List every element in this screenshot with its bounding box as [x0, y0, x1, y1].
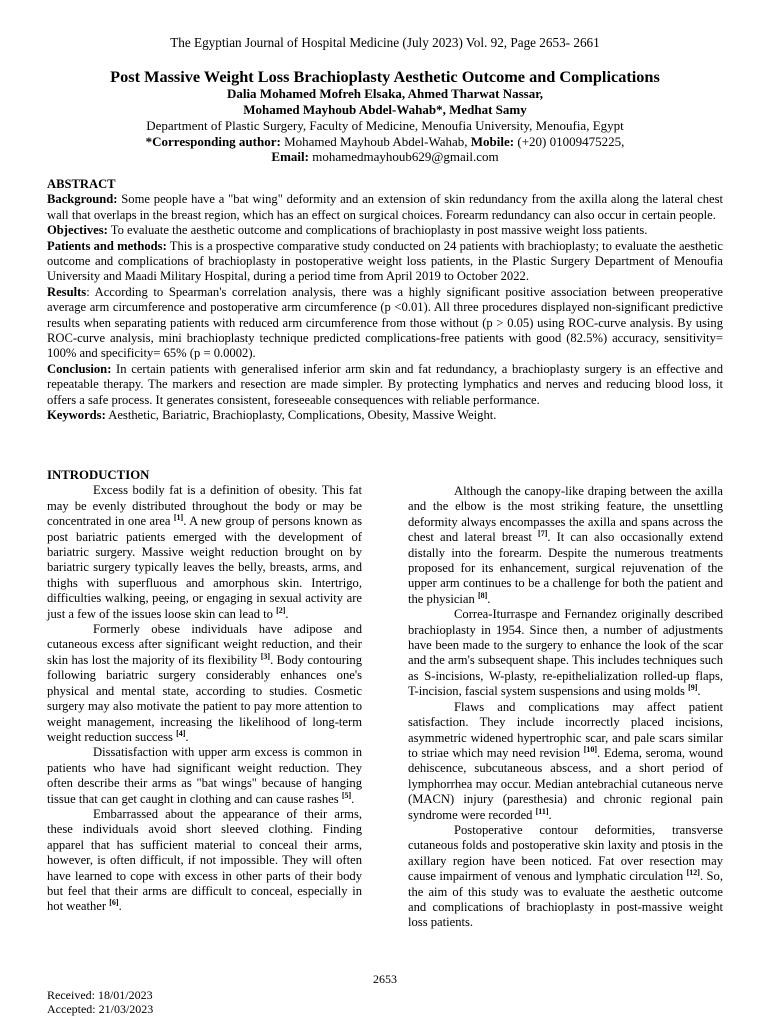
received-date: Received: 18/01/2023 [47, 988, 153, 1002]
authors-line-2: Mohamed Mayhoub Abdel-Wahab*, Medhat Samy [243, 102, 527, 117]
abstract-keywords: Keywords: Aesthetic, Bariatric, Brachioplasty, Complications, Obesity, Massive Weight. [47, 408, 497, 423]
intro-paragraph: Correa-Iturraspe and Fernandez originally described brachioplasty in 1954. Since then, a number of adjustments have been made to the surgery to enhance the look of the scar and the arm's subsequent shape. This includes techniques such as S-incisions, W-plasty, re-epithelialization rolled-up flaps, T-incision, fascial system suspensions and using molds [9]. [408, 607, 723, 699]
abstract [47, 177, 723, 424]
accepted-date: Accepted: 21/03/2023 [47, 1002, 154, 1016]
intro-paragraph: Although the canopy-like draping between the axilla and the elbow is the most striking feature, the unsettling deformity always encompasses the axilla and spans across the chest and lateral breast [7]. It can also occasionally extend distally into the forearm. Despite the numerous treatments proposed for its enhancement, surgical rejuvenation of the upper arm continues to be a challenge for both the patient and the physician [8]. [408, 484, 724, 606]
corresponding-label: *Corresponding author: [145, 133, 281, 149]
authors [0, 86, 770, 118]
intro-paragraph: Flaws and complications may affect patient satisfaction. They include incorrectly placed incisions, asymmetric widened hypertrophic scar, and pale scars similar to striae which may need revision [10]. Edema, seroma, wound dehiscence, subcutaneous abscess, and a short period of lymphorrhea may occur. Median antebrachial cutaneous nerve (MACN) injury (paresthesia) and chronic regional pain syndrome were recorded [11]. [408, 699, 723, 822]
corresponding-author [0, 134, 770, 150]
affiliation-block [0, 118, 770, 165]
intro-right-column [408, 484, 723, 931]
mobile-label: Mobile: [470, 133, 515, 149]
authors-line-1: Dalia Mohamed Mofreh Elsaka, Ahmed Tharwat Nassar, [226, 86, 544, 101]
intro-left-column [47, 468, 362, 915]
email-address[interactable]: mohamedmayhoub629@gmail.com [312, 149, 499, 164]
email-line [0, 149, 770, 165]
corresponding-name: Mohamed Mayhoub Abdel-Wahab, [284, 133, 468, 149]
intro-paragraph: Formerly obese individuals have adipose and cutaneous excess after significant weight reduction, and their skin has lost the majority of its flexibility [3]. Body contouring following bariatric surgery considerably enhances one's physical and mental state, according to studies. Cosmetic surgery may also motivate the patient to pay more attention to weight management, increasing the likelihood of long-term weight reduction success [4]. [47, 622, 362, 744]
intro-paragraph: Postoperative contour deformities, transverse cutaneous folds and postoperative skin laxity and ptosis in the axillary region have been noticed. Fat over resection may cause impairment of venous and lymphatic circulation [12]. So, the aim of this study was to evaluate the aesthetic outcome and complications of brachioplasty in post-massive weight loss patients. [408, 822, 723, 930]
page-number: 2653 [373, 972, 397, 986]
intro-paragraph: Embarrassed about the appearance of their arms, these individuals avoid short sleeved clothing. Finding apparel that has sufficient material to conceal their arms, however, is often difficult, if not impossible. They will often have learned to cope with excess in other parts of their body but feel that their arms are difficult to conceal, especially in hot weather [6]. [47, 806, 362, 914]
affiliation: Department of Plastic Surgery, Faculty of Medicine, Menoufia University, Menoufia, Egypt [146, 118, 624, 133]
intro-paragraph: Excess bodily fat is a definition of obesity. This fat may be evenly distributed throughout the body or may be concentrated in one area [1]. A new group of persons known as post bariatric patients emerged with the development of bariatric surgery. Massive weight reduction brought on by bariatric surgery typically leaves the belly, breasts, arms, and thighs with superfluous and amorphous skin. Intertrigo, difficulties walking, peeing, or engaging in sexual activity are just a few of the issues loose skin can lead to [2]. [47, 483, 362, 621]
abstract-objectives: Objectives: To evaluate the aesthetic outcome and complications of brachioplasty in post massive weight loss patients. [47, 223, 648, 238]
journal-header: The Egyptian Journal of Hospital Medicine (July 2023) Vol. 92, Page 2653- 2661 [170, 35, 600, 50]
dates-block [47, 988, 153, 1016]
intro-heading: INTRODUCTION [47, 468, 150, 482]
email-label: Email: [271, 149, 309, 164]
paper-title: Post Massive Weight Loss Brachioplasty Aesthetic Outcome and Complications [110, 67, 660, 86]
mobile-number: (+20) 01009475225, [517, 133, 625, 149]
abstract-background: Background: Some people have a "bat wing" deformity and an extension of skin redundancy from the axilla along the lateral chest wall that overlaps in the breast region, which has an effect on surgical choices. Forearm redundancy can also occur in certain people. [47, 192, 724, 222]
abstract-methods: Patients and methods: This is a prospective comparative study conducted on 24 patients with brachioplasty; to evaluate the aesthetic outcome and complications of brachioplasty in postoperative weight loss patients, in the Plastic Surgery Department of Menoufia University and Maadi Military Hospital, during a period time from April 2019 to October 2022. [47, 238, 723, 284]
intro-paragraph: Dissatisfaction with upper arm excess is common in patients who have had significant weight reduction. They often describe their arms as "bat wings" because of hanging tissue that can get caught in clothing and can cause rashes [5]. [47, 745, 362, 806]
abstract-results: Results: According to Spearman's correlation analysis, there was a highly significant positive association between preoperative average arm circumference and postoperative arm circumference (p <0.01). All three procedures displayed non-significant predictive results when separating patients with reduced arm circumference from those without (p > 0.05) using ROC-curve analysis. By using ROC-curve analysis, mini brachioplasty technique predicted complications-free patients with good (82.5%) accuracy, sensitivity= 100% and specificity= 65% (p = 0.0002). [47, 284, 723, 361]
abstract-conclusion: Conclusion: In certain patients with generalised inferior arm skin and fat redundancy, a brachioplasty surgery is an effective and repeatable therapy. The markers and resection are made simpler. By protecting lymphatics and nerves and reducing blood loss, it offers a safe process. It generates consistent, foreseeable consequences with reliable performance. [47, 361, 723, 407]
abstract-heading: ABSTRACT [47, 177, 116, 191]
